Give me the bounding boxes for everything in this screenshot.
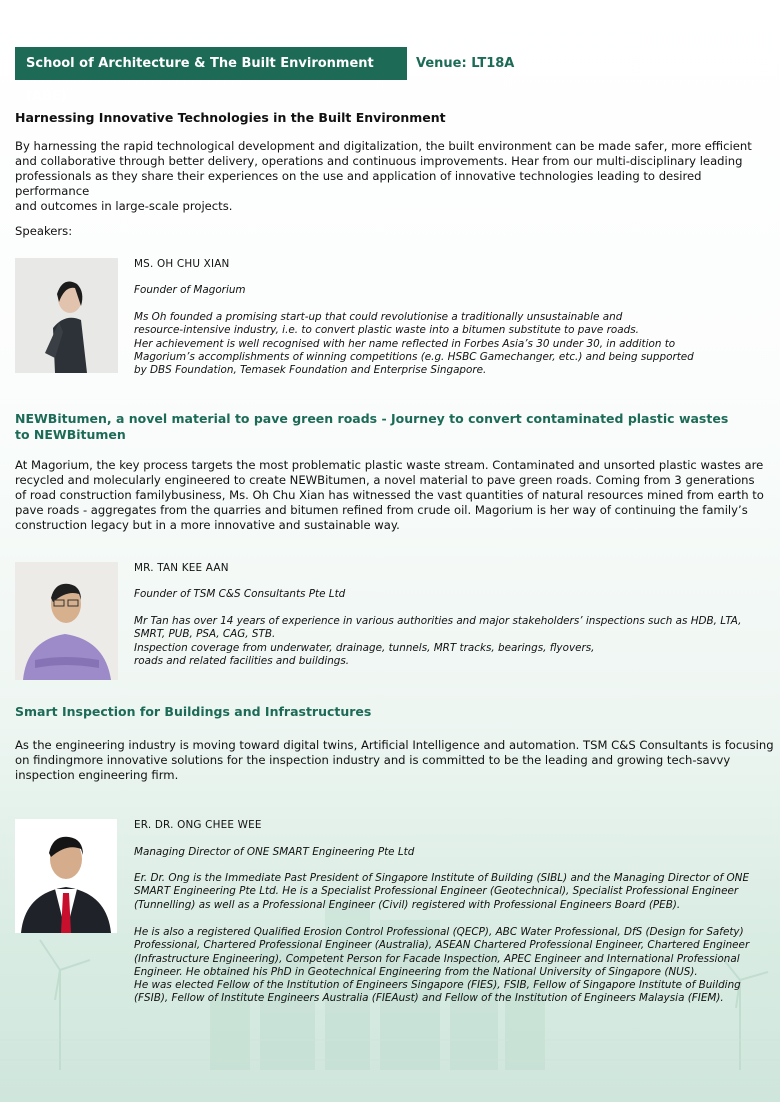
- speaker-name: MR. TAN KEE AAN: [134, 562, 229, 574]
- venue-label: Venue: LT18A: [416, 56, 515, 71]
- talk-title: Smart Inspection for Buildings and Infrastructures: [15, 704, 372, 719]
- speaker-role: Founder of TSM C&S Consultants Pte Ltd: [134, 588, 346, 600]
- speaker-name: MS. OH CHU XIAN: [134, 258, 230, 270]
- speaker-role: Founder of Magorium: [134, 284, 246, 296]
- speaker-bio: Ms Oh founded a promising start-up that could revolutionise a traditionally unsustainable and resource-intensive industry, i.e. to convert plastic waste into a bitumen substitute to pave roads. Her achievement is well recognised with her name reflected in Forbes Asia’s 30 under 30, in addition to Magorium’s accomplishments of winning competitions (e.g. HSBC Gamechanger, etc.) and being supported by DBS Foundation, Temasek Foundation and Enterprise Singapore.: [134, 311, 694, 377]
- speaker-photo-tan: [15, 562, 118, 680]
- speaker-bio-continued: He is also a registered Qualified Erosion Control Professional (QECP), ABC Water Professional, DfS (Design for Safety) Professional, Chartered Professional Engineer (Australia), ASEAN Chartered Professional Engineer, Chartered Engineer (Infrastructure Engineering), Competent Person for Facade Inspection, APEC Engineer and International Professional Engineer. He obtained his PhD in Geotechnical Engineering from the National University of Singapore (NUS). He was elected Fellow of the Institution of Engineers Singapore (FIES), FSIB, Fellow of Singapore Institute of Building (FSIB), Fellow of Institute Engineers Australia (FIEAust) and Fellow of the Institution of Engineers Malaysia (FIEM).: [134, 926, 750, 1005]
- speaker-bio: Mr Tan has over 14 years of experience in various authorities and major stakeholders’ inspections such as HDB, LTA, SMRT, PUB, PSA, CAG, STB. Inspection coverage from underwater, drainage, tunnels, MRT tracks, bearings, flyovers, roads and related facilities and buildings.: [134, 615, 742, 667]
- session-description: By harnessing the rapid technological development and digitalization, the built environment can be made safer, more efficient and collaborative through better delivery, operations and continuous improvements. Hear from our multi-disciplinary leading professionals as they share their experiences on the use and application of innovative technologies leading to desired performance and outcomes in large-scale projects.: [15, 139, 752, 213]
- speaker-bio: Er. Dr. Ong is the Immediate Past President of Singapore Institute of Building (SIBL) and the Managing Director of ONE SMART Engineering Pte Ltd. He is a Specialist Professional Engineer (Geotechnical), Specialist Professional Engineer (Tunnelling) as well as a Professional Engineer (Civil) registered with Professional Engineers Board (PEB).: [134, 872, 750, 911]
- speaker-photo-ong: [15, 819, 117, 933]
- speakers-label: Speakers:: [15, 224, 73, 238]
- speaker-role: Managing Director of ONE SMART Engineering Pte Ltd: [134, 846, 415, 858]
- speaker-photo-oh: [15, 258, 118, 373]
- talk-description: At Magorium, the key process targets the most problematic plastic waste stream. Contaminated and unsorted plastic wastes are recycled and molecularly engineered to create NEWBitumen, a novel material to pave green roads. Coming from 3 generations of road construction familybusiness, Ms. Oh Chu Xian has witnessed the vast quantities of natural resources mined from earth to pave roads - aggregates from the quarries and bitumen refined from crude oil. Magorium is her way of continuing the family’s construction legacy but in a more innovative and sustainable way.: [15, 458, 764, 532]
- speaker-name: ER. DR. ONG CHEE WEE: [134, 819, 262, 831]
- school-banner: School of Architecture & The Built Environment (ABE): [15, 47, 407, 80]
- session-title: Harnessing Innovative Technologies in the Built Environment: [15, 110, 446, 125]
- talk-title: NEWBitumen, a novel material to pave green roads - Journey to convert contaminated plastic wastes to NEWBitumen: [15, 411, 729, 442]
- talk-description: As the engineering industry is moving toward digital twins, Artificial Intelligence and automation. TSM C&S Consultants is focusing on findingmore innovative solutions for the inspection industry and is committed to be the leading and growing tech-savvy inspection engineering firm.: [15, 738, 774, 782]
